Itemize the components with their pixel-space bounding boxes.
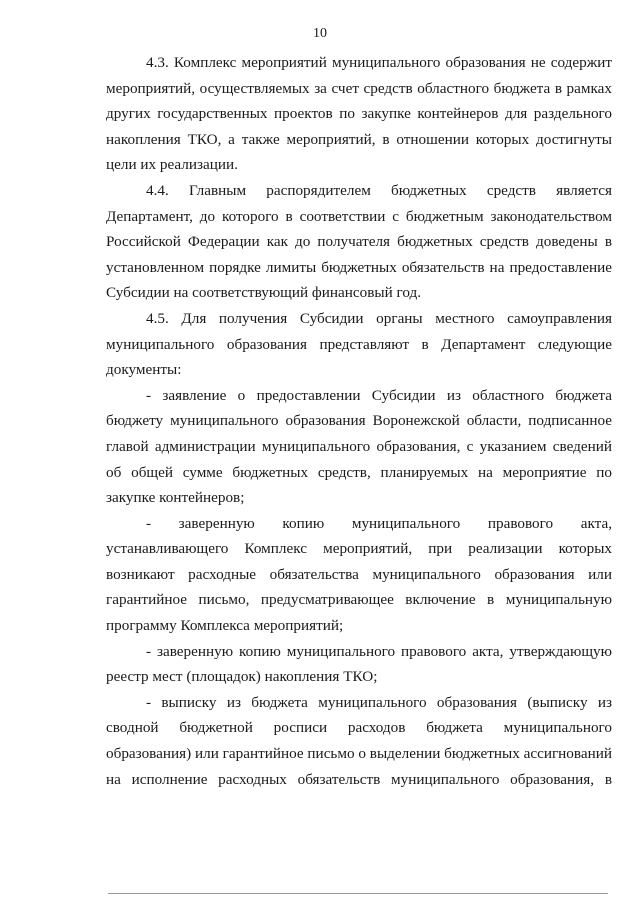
list-item-application: - заявление о предоставлении Субсидии из областного бюджета бюджету муниципального образования Воронежской области, подписанное главой администрации муниципального образования, с указанием сведений об общей сумме бюджетных средств, планируемых на мероприятие по закупке контейнеров; bbox=[106, 386, 612, 507]
paragraph-4-3: 4.3. Комплекс мероприятий муниципального образования не содержит мероприятий, осуществляемых за счет средств областного бюджета в рамках других государственных проектов по закупке контейнеров для раздельного накопления ТКО, а также мероприятий, в отношении которых достигнуты цели их реализации. bbox=[106, 54, 612, 174]
paragraph-4-5: 4.5. Для получения Субсидии органы местного самоуправления муниципального образования представляют в Департамент следующие документы: bbox=[106, 309, 612, 379]
list-item-registry-act-copy: - заверенную копию муниципального правового акта, утверждающую реестр мест (площадок) накопления ТКО; bbox=[106, 642, 612, 686]
page-bottom-rule bbox=[108, 893, 608, 894]
list-item-legal-act-copy: - заверенную копию муниципального правового акта, устанавливающего Комплекс мероприятий, при реализации которых возникают расходные обязательства муниципального образования или гарантийное письмо, предусматривающее включение в муниципальную программу Комплекса мероприятий; bbox=[106, 514, 612, 635]
page-number: 10 bbox=[313, 26, 327, 41]
list-item-budget-extract: - выписку из бюджета муниципального образования (выписку из сводной бюджетной росписи расходов бюджета муниципального образования) или гарантийное письмо о выделении бюджетных ассигнований на исполнение расходных обязательств муниципального образования, в bbox=[106, 693, 612, 788]
paragraph-4-4: 4.4. Главным распорядителем бюджетных средств является Департамент, до которого в соответствии с бюджетным законодательством Российской Федерации как до получателя бюджетных средств доведены в установленном порядке лимиты бюджетных обязательств на предоставление Субсидии на соответствующий финансовый год. bbox=[106, 181, 612, 302]
document-body bbox=[106, 50, 612, 792]
